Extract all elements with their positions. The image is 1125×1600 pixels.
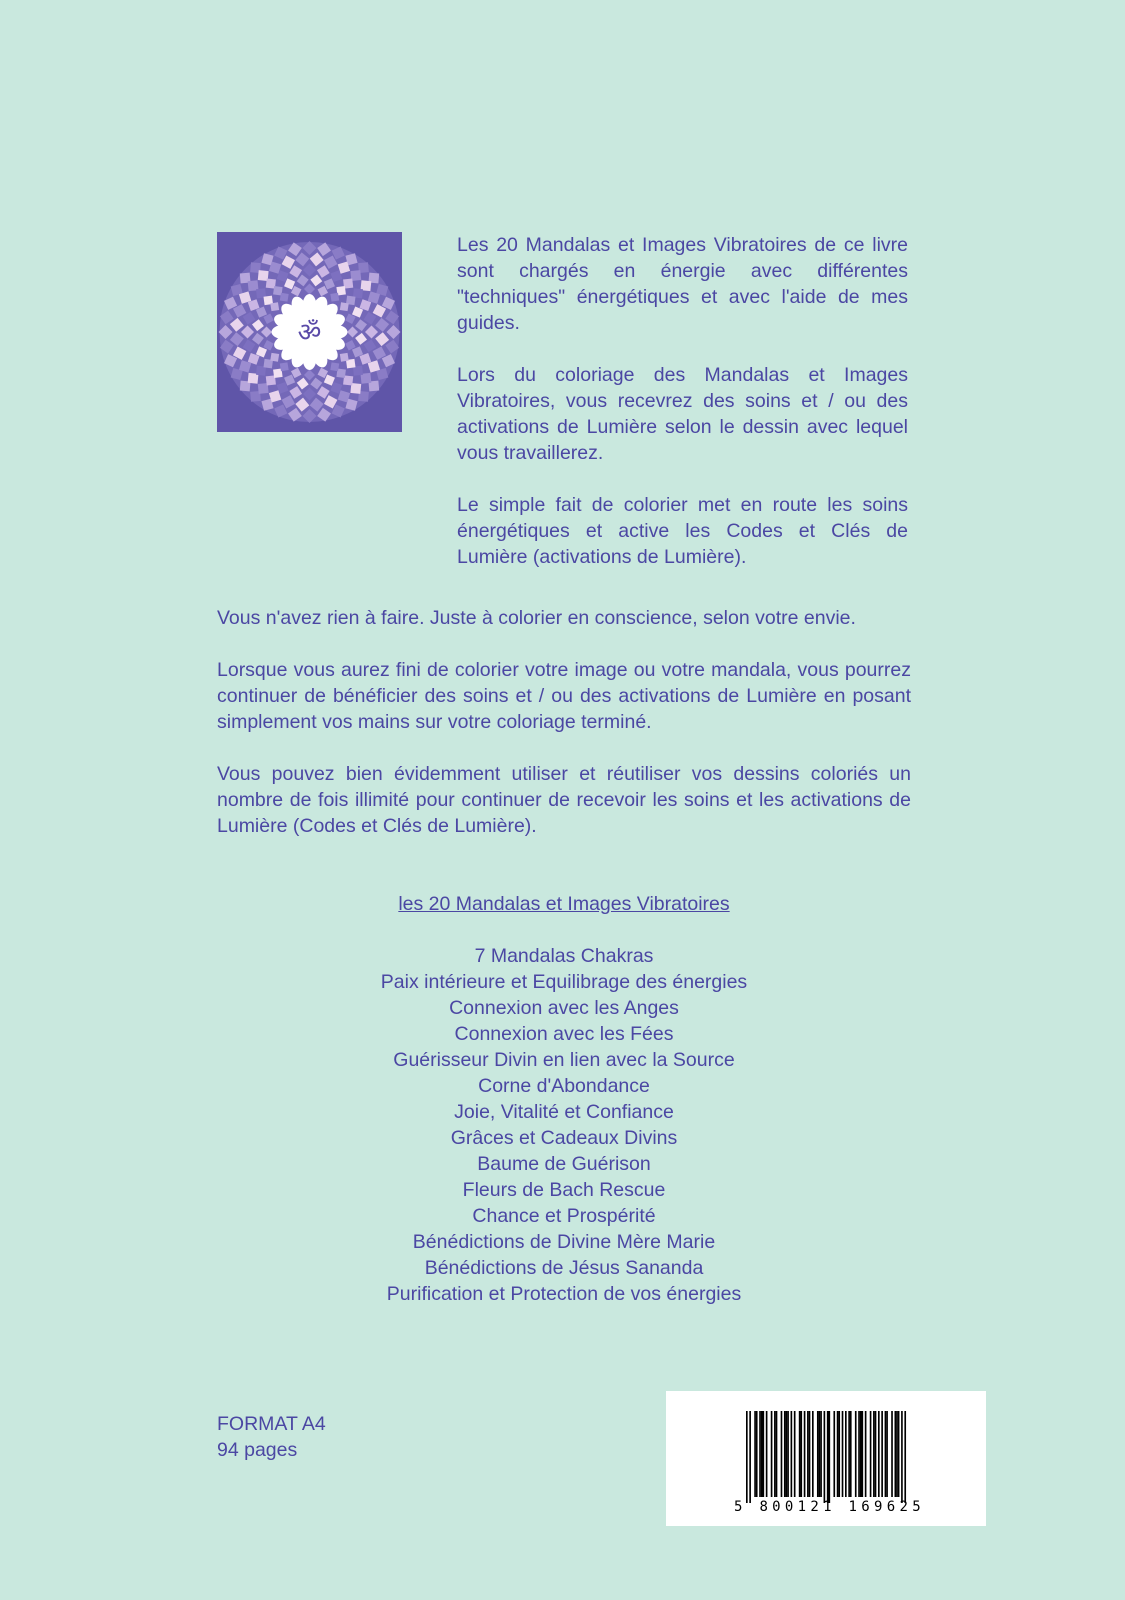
body-paragraph-2: Lorsque vous aurez fini de colorier votre image ou votre mandala, vous pourrez continuer de bénéficier des soins et / ou des activations de Lumière en posant simplement vos mains sur votre coloriage terminé. <box>217 659 911 733</box>
list-item: Bénédictions de Divine Mère Marie <box>412 1231 716 1253</box>
list-item: Guérisseur Divin en lien avec la Source <box>393 1049 735 1071</box>
list-item: Purification et Protection de vos énergies <box>386 1283 742 1305</box>
list-item: Baume de Guérison <box>477 1153 651 1175</box>
mandala-image <box>217 232 402 432</box>
list-item: Connexion avec les Anges <box>449 997 679 1019</box>
intro-paragraph-2: Lors du coloriage des Mandalas et Images Vibratoires, vous recevrez des soins et / ou des activations de Lumière selon le dessin avec lequel vous travaillerez. <box>457 364 908 464</box>
list-item: 7 Mandalas Chakras <box>474 945 654 967</box>
intro-paragraph-3: Le simple fait de colorier met en route les soins énergétiques et active les Codes et Clés de Lumière (activations de Lumière). <box>457 494 908 568</box>
mandala-list <box>217 943 911 1307</box>
body-text <box>217 605 911 865</box>
list-item: Paix intérieure et Equilibrage des énergies <box>380 971 748 993</box>
list-item: Grâces et Cadeaux Divins <box>450 1127 678 1149</box>
list-item: Corne d'Abondance <box>478 1075 650 1097</box>
body-paragraph-1: Vous n'avez rien à faire. Juste à colorier en conscience, selon votre envie. <box>217 607 856 629</box>
list-item: Connexion avec les Fées <box>454 1023 674 1045</box>
format-info <box>217 1411 326 1463</box>
list-item: Joie, Vitalité et Confiance <box>454 1101 674 1123</box>
page-count: 94 pages <box>217 1439 298 1461</box>
om-mandala-icon <box>217 232 402 432</box>
intro-text <box>457 232 908 596</box>
list-title: les 20 Mandalas et Images Vibratoires <box>398 893 730 915</box>
list-item: Chance et Prospérité <box>472 1205 656 1227</box>
svg-text:ॐ: ॐ <box>297 318 322 348</box>
format-size: FORMAT A4 <box>217 1413 326 1435</box>
barcode <box>666 1391 986 1526</box>
list-item: Bénédictions de Jésus Sananda <box>424 1257 704 1279</box>
barcode-digits: 5 800121 169625 <box>734 1499 925 1515</box>
intro-paragraph-1: Les 20 Mandalas et Images Vibratoires de ce livre sont chargés en énergie avec différentes "techniques" énergétiques et avec l'aide de mes guides. <box>457 234 908 334</box>
list-item: Fleurs de Bach Rescue <box>462 1179 666 1201</box>
body-paragraph-3: Vous pouvez bien évidemment utiliser et réutiliser vos dessins coloriés un nombre de fois illimité pour continuer de recevoir les soins et les activations de Lumière (Codes et Clés de Lumière). <box>217 763 911 837</box>
